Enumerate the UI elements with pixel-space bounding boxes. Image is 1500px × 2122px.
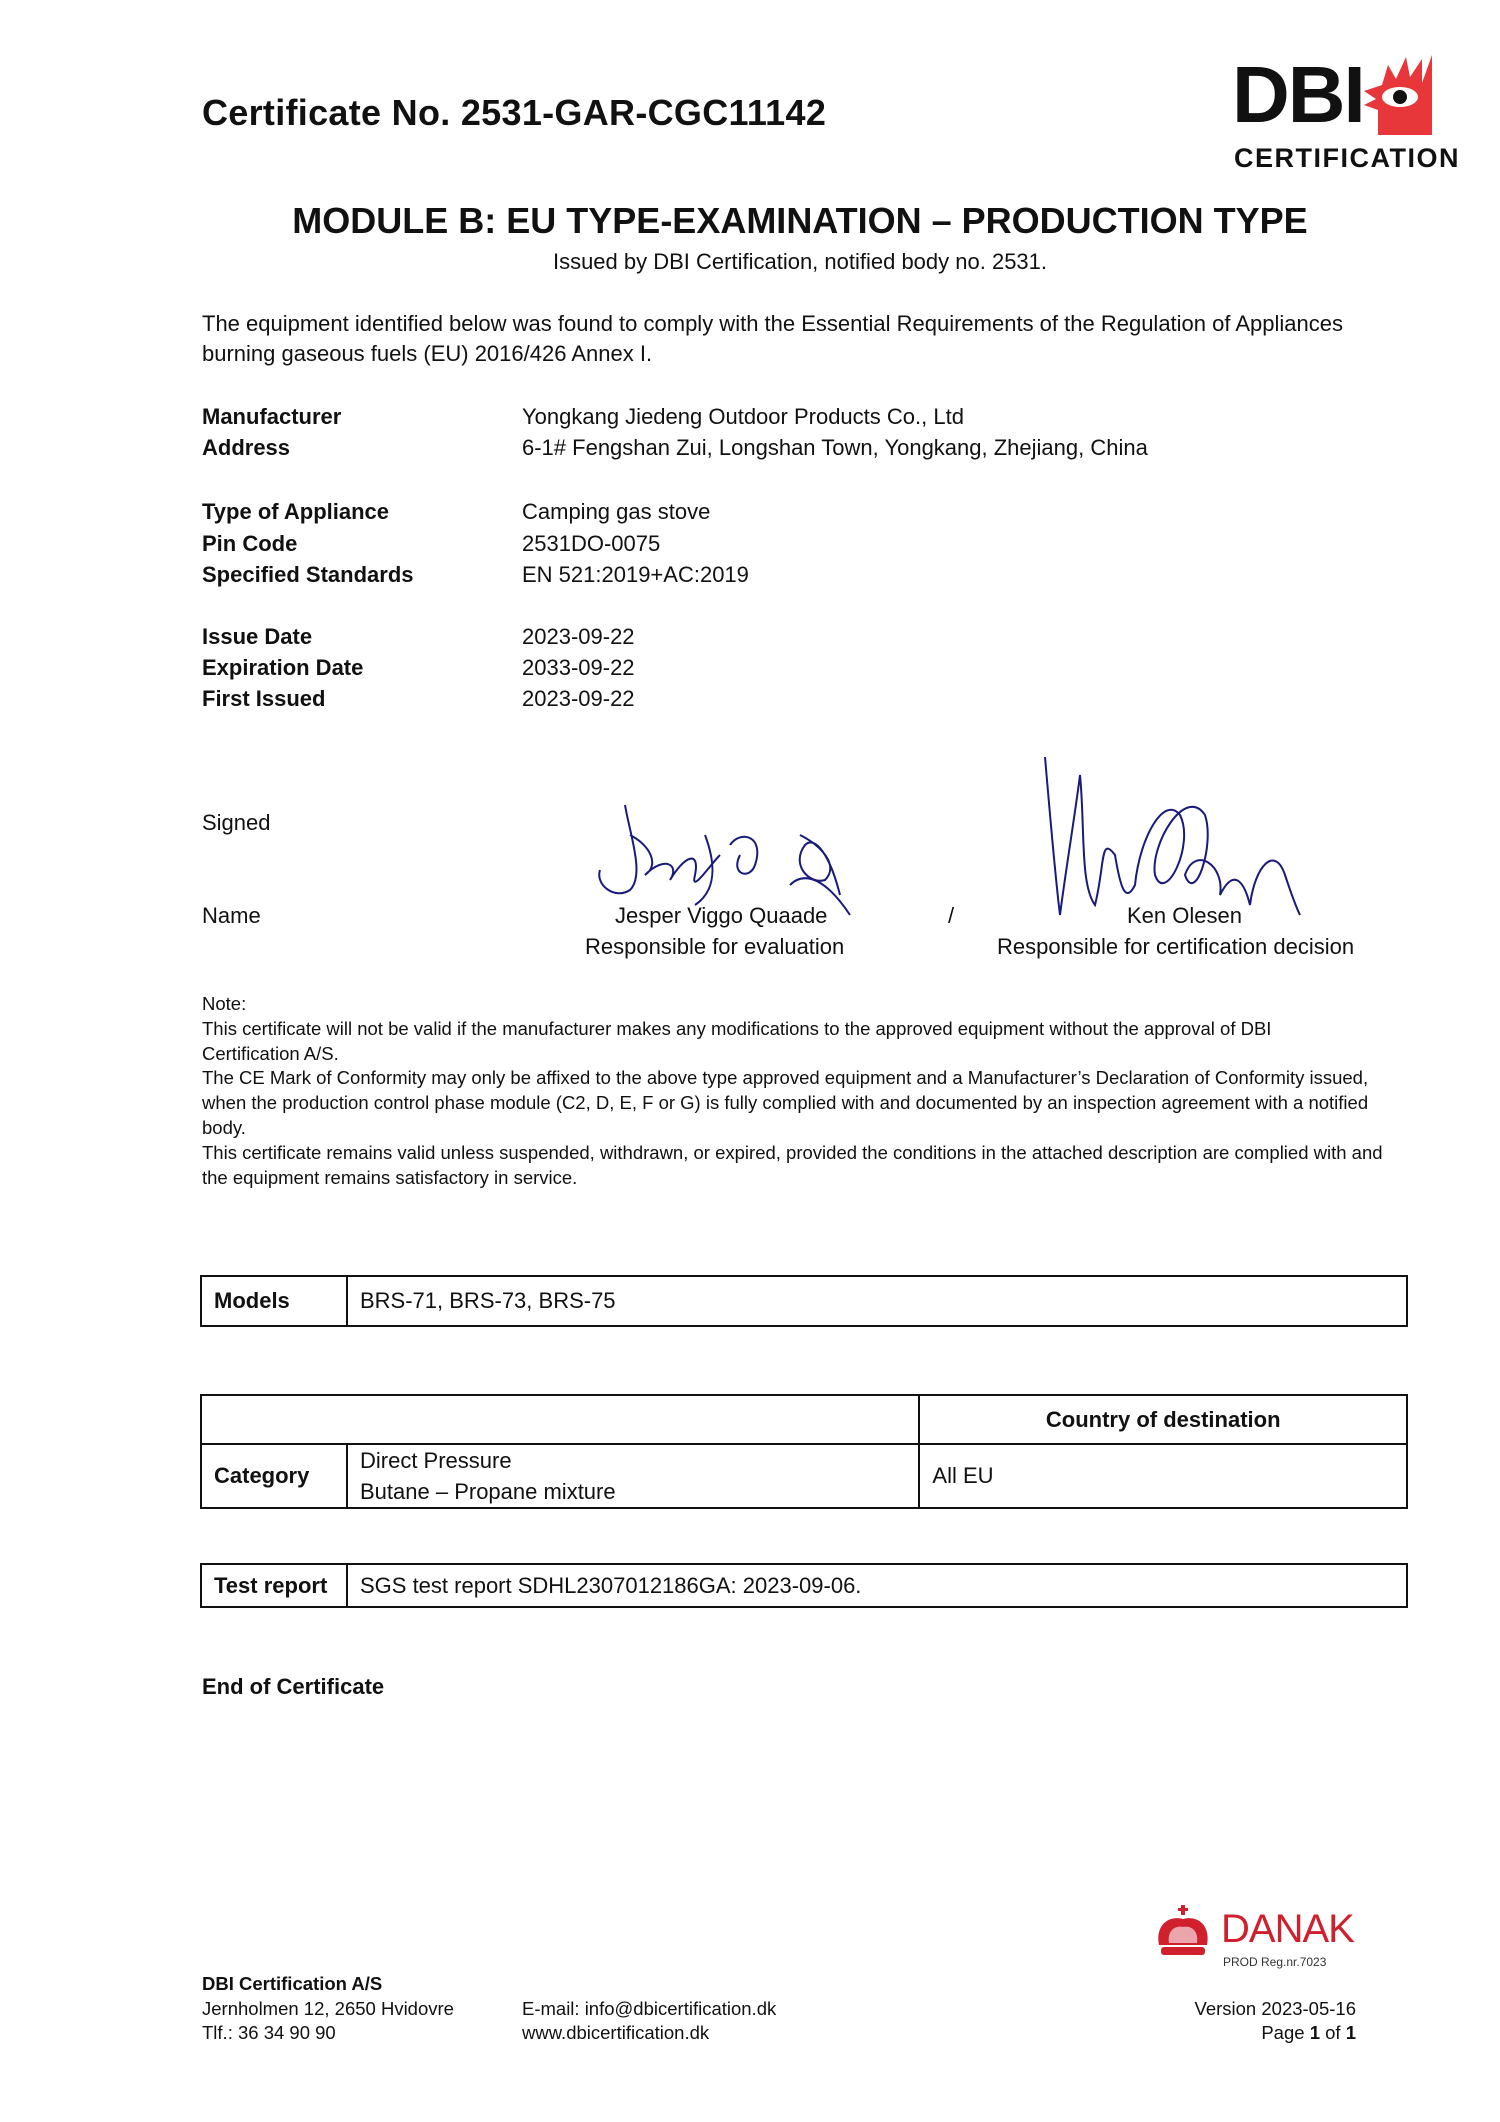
note-item: This certificate remains valid unless suspended, withdrawn, or expired, provided the conditions in the attached description are complied with and the equipment remains satisfactory in service. — [202, 1141, 1383, 1188]
footer-page-number — [1261, 2022, 1356, 2044]
expiration-date-label: Expiration Date — [202, 655, 364, 680]
test-report-table — [200, 1563, 1408, 1608]
manufacturer-label: Manufacturer — [202, 404, 342, 429]
page-current: 1 — [1309, 2022, 1320, 2043]
name-label: Name — [202, 903, 261, 928]
empty-header-cell — [201, 1395, 919, 1444]
category-line1: Direct Pressure — [360, 1448, 512, 1473]
issue-date-value: 2023-09-22 — [522, 624, 635, 649]
expiration-date-value: 2033-09-22 — [522, 655, 635, 680]
notes-heading: Note: — [202, 993, 247, 1014]
danak-reg: PROD Reg.nr.7023 — [1223, 1955, 1327, 1969]
footer-version: Version 2023-05-16 — [1194, 1998, 1356, 2019]
note-item: The CE Mark of Conformity may only be affixed to the above type approved equipment and a Manufacturer’s Declaration of Conformity issued, when the production control phase module (C2, D, E, F or G) is fully complied with and documented by an inspection agreement with a notified body. — [202, 1067, 1369, 1138]
certificate-number: Certificate No. 2531-GAR-CGC11142 — [202, 92, 827, 133]
appliance-type-value: Camping gas stove — [522, 499, 711, 524]
address-value: 6-1# Fengshan Zui, Longshan Town, Yongkang, Zhejiang, China — [522, 435, 1148, 460]
models-table — [200, 1275, 1408, 1327]
appliance-type-label: Type of Appliance — [202, 499, 390, 524]
standards-value: EN 521:2019+AC:2019 — [522, 562, 749, 587]
footer-address: Jernholmen 12, 2650 Hvidovre — [202, 1998, 454, 2019]
address-label: Address — [202, 435, 291, 460]
footer-email[interactable]: E-mail: info@dbicertification.dk — [522, 1998, 777, 2019]
intro-paragraph: The equipment identified below was found to comply with the Essential Requirements of the Regulation of Appliances burning gaseous fuels (EU) 2016/426 Annex I. — [202, 311, 1344, 366]
standards-label: Specified Standards — [202, 562, 414, 587]
signed-label: Signed — [202, 810, 271, 835]
document-title: MODULE B: EU TYPE-EXAMINATION – PRODUCTION TYPE — [292, 200, 1308, 241]
signature-ken — [1035, 755, 1310, 925]
page-of: of — [1319, 2022, 1346, 2043]
signature-separator: / — [948, 903, 955, 928]
test-report-value: SGS test report SDHL2307012186GA: 2023-09-06. — [347, 1564, 1407, 1607]
pin-code-label: Pin Code — [202, 531, 298, 556]
footer-phone: Tlf.: 36 34 90 90 — [202, 2022, 336, 2043]
category-value — [347, 1444, 919, 1508]
danak-name: DANAK — [1221, 1907, 1354, 1951]
note-item: This certificate will not be valid if the manufacturer makes any modifications to the approved equipment without the approval of DBI Certification A/S. — [202, 1017, 1272, 1064]
logo-subtitle: CERTIFICATION — [1234, 143, 1460, 173]
issued-by: Issued by DBI Certification, notified body no. 2531. — [552, 249, 1048, 274]
logo-brand: DBI — [1232, 50, 1364, 139]
pin-code-value: 2531DO-0075 — [522, 531, 661, 556]
models-value: BRS-71, BRS-73, BRS-75 — [347, 1276, 1407, 1326]
dbi-certification-logo — [1232, 50, 1460, 175]
category-label: Category — [201, 1444, 347, 1508]
rooster-eye-icon — [1360, 55, 1438, 135]
page-prefix: Page — [1261, 2022, 1310, 2043]
first-issued-label: First Issued — [202, 686, 326, 711]
category-line2: Butane – Propane mixture — [360, 1479, 616, 1504]
crown-icon — [1155, 1905, 1211, 1957]
country-value: All EU — [919, 1444, 1407, 1508]
first-issued-value: 2023-09-22 — [522, 686, 635, 711]
danak-logo — [1155, 1905, 1355, 1977]
models-label: Models — [201, 1276, 347, 1326]
signer1-role: Responsible for evaluation — [585, 934, 845, 959]
signer1-name: Jesper Viggo Quaade — [615, 903, 828, 928]
test-report-label: Test report — [201, 1564, 347, 1607]
signer2-role: Responsible for certification decision — [997, 934, 1355, 959]
manufacturer-value: Yongkang Jiedeng Outdoor Products Co., Ltd — [522, 404, 964, 429]
notes-section — [202, 992, 1412, 1190]
country-header: Country of destination — [919, 1395, 1407, 1444]
footer-company: DBI Certification A/S — [202, 1973, 383, 1994]
issue-date-label: Issue Date — [202, 624, 313, 649]
footer-website[interactable]: www.dbicertification.dk — [522, 2022, 710, 2043]
page-total: 1 — [1345, 2022, 1356, 2043]
category-table — [200, 1394, 1408, 1509]
end-of-certificate: End of Certificate — [202, 1674, 385, 1699]
signer2-name: Ken Olesen — [1127, 903, 1242, 928]
